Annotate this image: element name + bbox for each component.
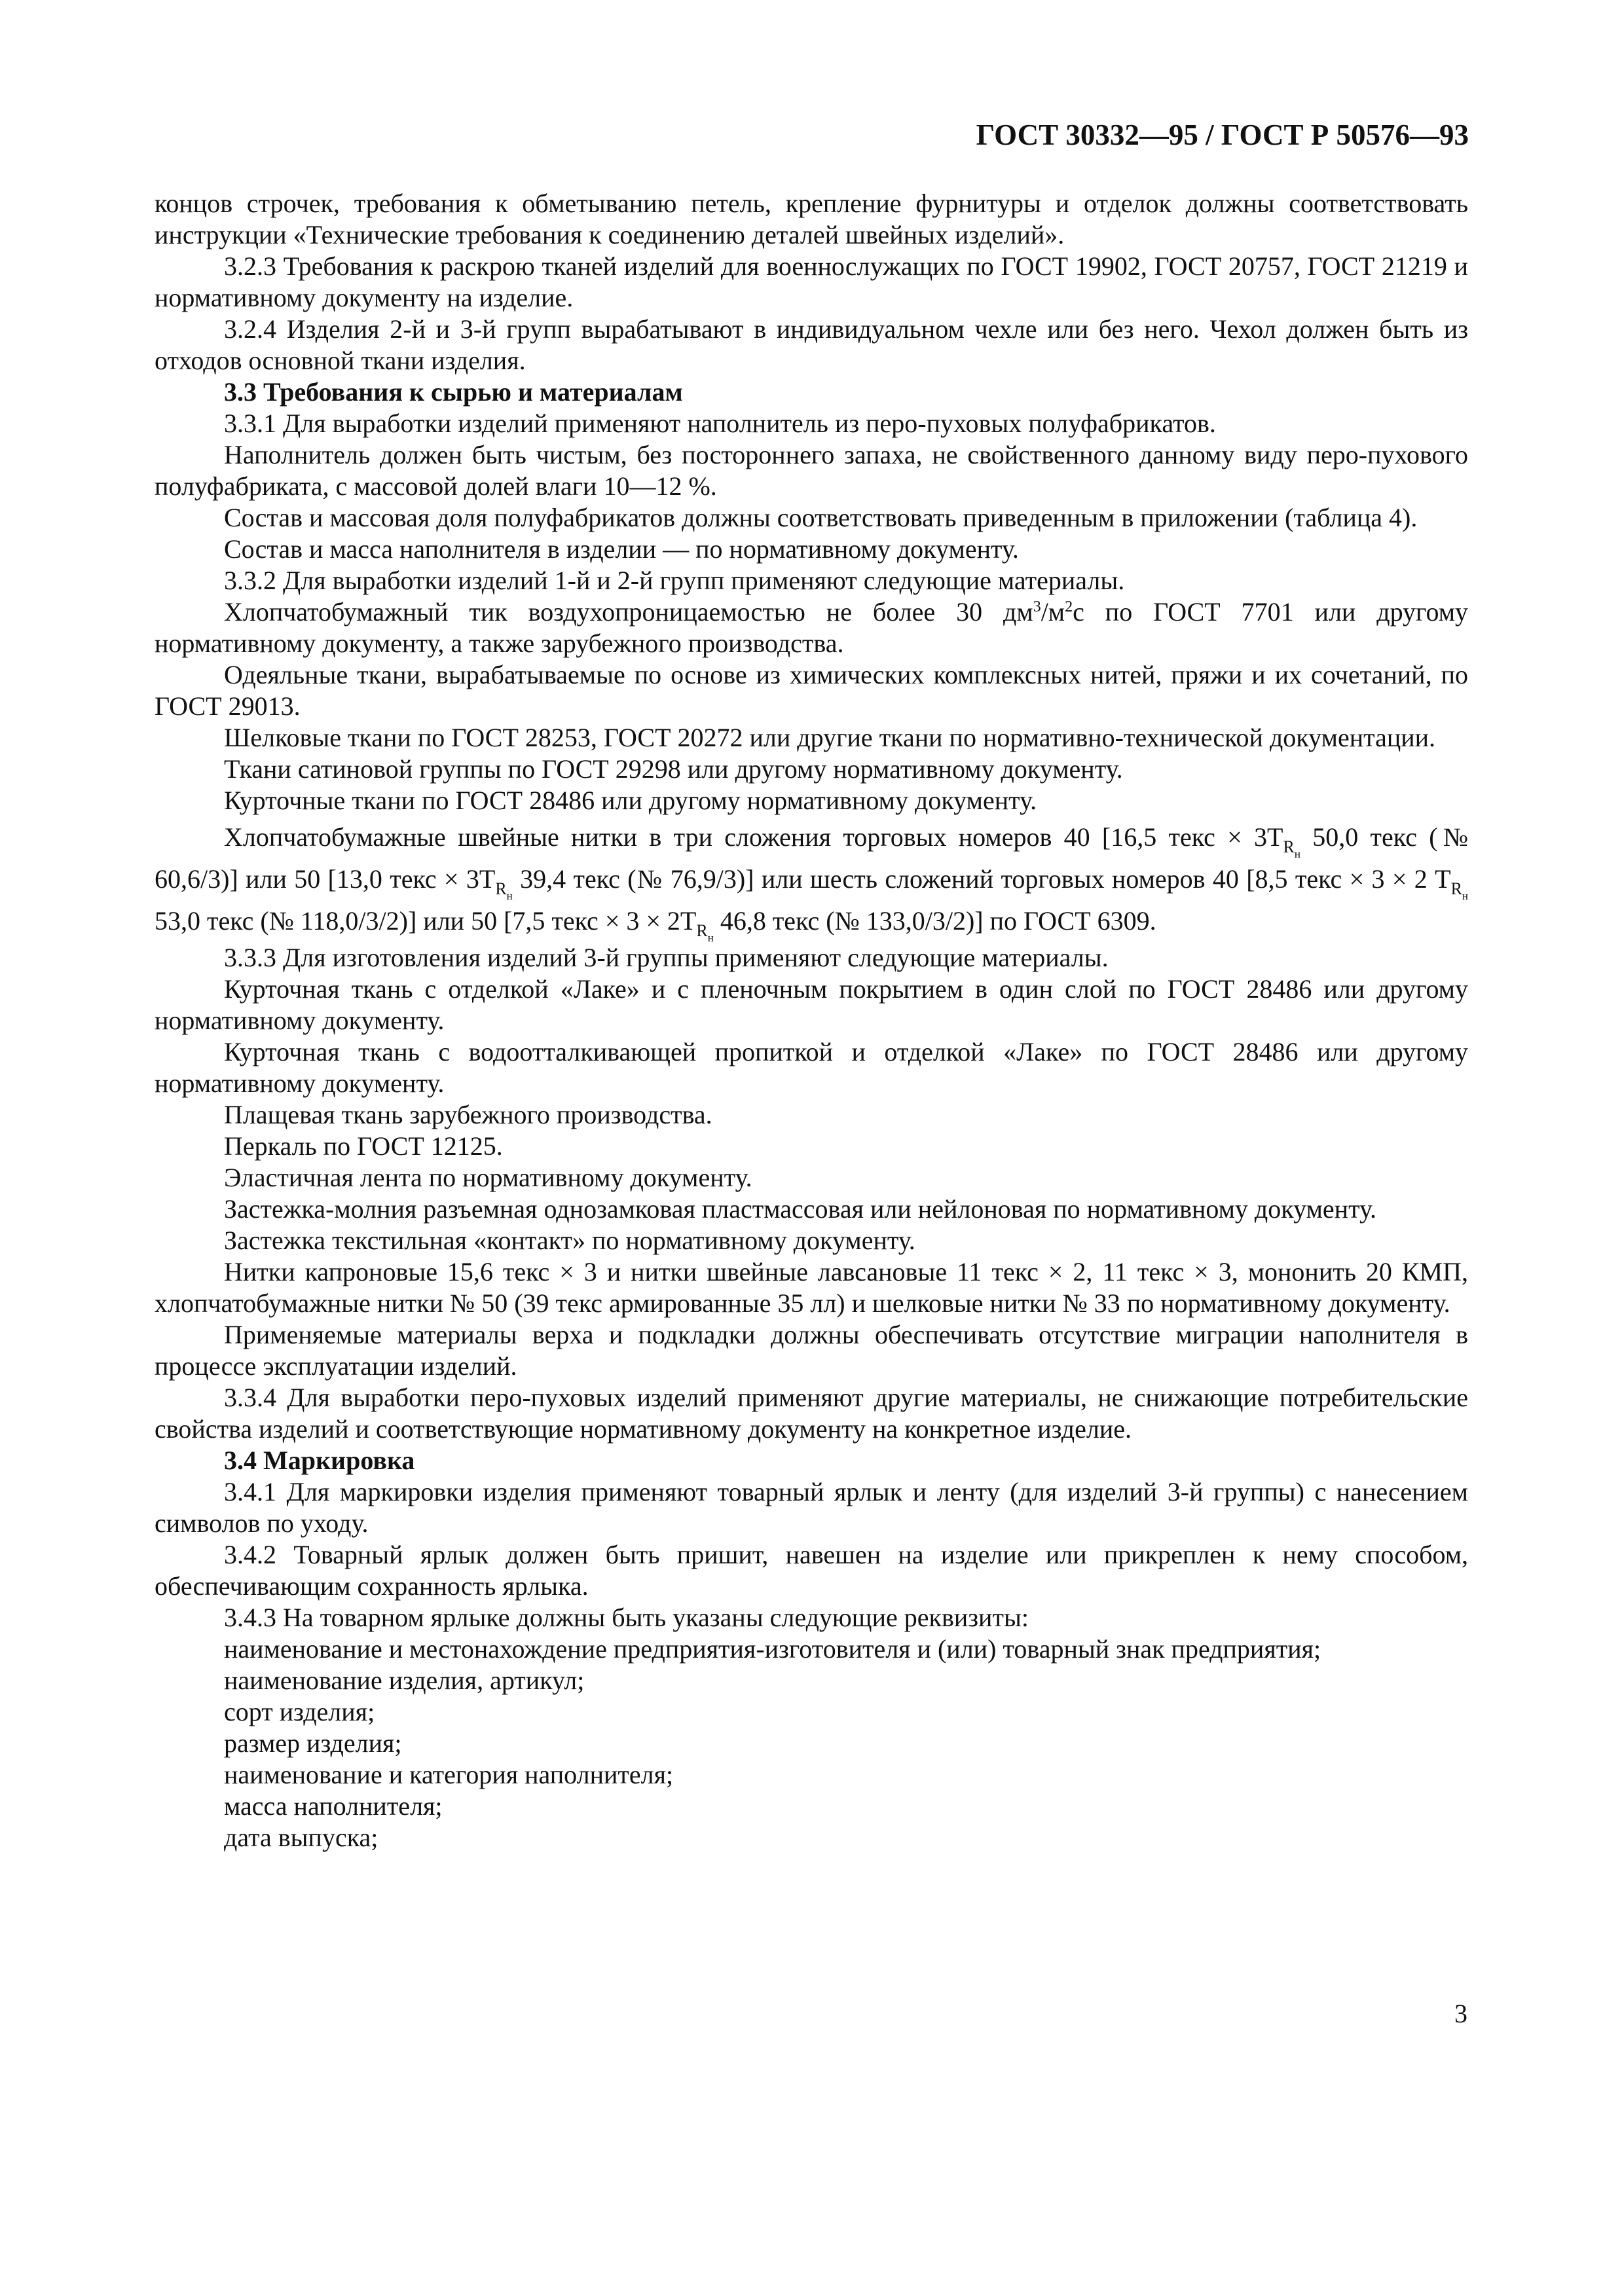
threads-text-a: Хлопчатобумажные швейные нитки в три сложения торговых номеров 40 [16,5 текс × 3Т	[224, 822, 1283, 852]
paragraph-jacket-fabrics: Курточные ткани по ГОСТ 28486 или другому нормативному документу.	[224, 786, 1037, 815]
paragraph-3-3-3: 3.3.3 Для изготовления изделий 3-й группы применяют следующие материалы.	[224, 943, 1109, 972]
document-body	[155, 188, 1468, 1853]
subscript-r-1: Rн	[1283, 837, 1300, 860]
tick-text-b: /м	[1041, 597, 1065, 627]
superscript-3: 3	[1033, 598, 1041, 615]
section-heading-3-4: 3.4 Маркировка	[224, 1446, 415, 1475]
list-item: наименование изделия, артикул;	[224, 1666, 585, 1695]
paragraph-nylon-threads: Нитки капроновые 15,6 текс × 3 и нитки швейные лавсановые 11 текс × 2, 11 текс × 3, мононить 20 КМП, хлопчатобумажные нитки № 50 (39 текс армированные 35 лл) и шелковые нитки № 33 по нормативному документу.	[155, 1257, 1468, 1318]
paragraph-composition: Состав и массовая доля полуфабрикатов должны соответствовать приведенным в приложении (таблица 4).	[224, 503, 1418, 532]
paragraph-raincoat-fabric: Плащевая ткань зарубежного производства.	[224, 1100, 712, 1129]
list-item: наименование и местонахождение предприятия-изготовителя и (или) товарный знак предприятия;	[224, 1634, 1321, 1664]
list-item: наименование и категория наполнителя;	[224, 1760, 674, 1789]
paragraph-blanket-fabrics: Одеяльные ткани, вырабатываемые по основе из химических комплексных нитей, пряжи и их сочетаний, по ГОСТ 29013.	[155, 660, 1468, 721]
paragraph-zipper: Застежка-молния разъемная однозамковая пластмассовая или нейлоновая по нормативному документу.	[224, 1194, 1377, 1224]
list-item: сорт изделия;	[224, 1697, 375, 1726]
paragraph-satin-fabrics: Ткани сатиновой группы по ГОСТ 29298 или другому нормативному документу.	[224, 754, 1123, 784]
subscript-r-2: Rн	[495, 879, 513, 902]
subscript-r-4: Rн	[696, 921, 714, 944]
paragraph-cotton-threads	[155, 816, 1468, 942]
paragraph-tick-fabric	[155, 596, 1468, 659]
superscript-2: 2	[1065, 598, 1073, 615]
threads-text-d: 53,0 текс (№ 118,0/3/2)] или 50 [7,5 текс × 3 × 2Т	[155, 906, 697, 936]
list-item: масса наполнителя;	[224, 1791, 443, 1821]
threads-text-c: 39,4 текс (№ 76,9/3)] или шесть сложений торговых номеров 40 [8,5 текс × 3 × 2 Т	[512, 864, 1451, 894]
list-item: дата выпуска;	[224, 1823, 378, 1852]
paragraph-percale: Перкаль по ГОСТ 12125.	[224, 1131, 503, 1161]
subscript-r-3: Rн	[1450, 879, 1469, 902]
document-header: ГОСТ 30332—95 / ГОСТ Р 50576—93	[976, 118, 1469, 151]
paragraph-3-3-1: 3.3.1 Для выработки изделий применяют наполнитель из перо-пуховых полуфабрикатов.	[224, 409, 1216, 438]
paragraph-elastic-tape: Эластичная лента по нормативному документу.	[224, 1163, 752, 1192]
paragraph-3-4-3: 3.4.3 На товарном ярлыке должны быть указаны следующие реквизиты:	[224, 1603, 1029, 1632]
paragraph-continuation: концов строчек, требования к обметыванию петель, крепление фурнитуры и отделок должны соответствовать инструкции «Технические требования к соединению деталей швейных изделий».	[155, 189, 1468, 249]
threads-text-e: 46,8 текс (№ 133,0/3/2)] по ГОСТ 6309.	[713, 906, 1156, 936]
threads-text-b: 50,0 текс (№ 60,6/3)] или 50 [13,0 текс × 3Т	[155, 822, 1468, 894]
tick-text-c: с по ГОСТ 7701 или другому нормативному документу, а также зарубежного производства.	[155, 597, 1469, 658]
section-heading-3-3: 3.3 Требования к сырью и материалам	[224, 377, 683, 407]
tick-text-a: Хлопчатобумажный тик воздухопроницаемостью не более 30 дм	[224, 597, 1033, 627]
paragraph-filler-cleanliness: Наполнитель должен быть чистым, без постороннего запаха, не свойственного данному виду перо-пухового полуфабриката, с массовой долей влаги 10—12 %.	[155, 440, 1468, 501]
paragraph-filler-mass: Состав и масса наполнителя в изделии — по нормативному документу.	[224, 534, 1019, 564]
page-number: 3	[1454, 1999, 1467, 2028]
paragraph-3-2-3: 3.2.3 Требования к раскрою тканей изделий для военнослужащих по ГОСТ 19902, ГОСТ 20757, ГОСТ 21219 и нормативному документу на изделие.	[155, 251, 1468, 312]
paragraph-3-3-4: 3.3.4 Для выработки перо-пуховых изделий применяют другие материалы, не снижающие потребительские свойства изделий и соответствующие нормативному документу на конкретное изделие.	[155, 1383, 1468, 1444]
paragraph-3-4-2: 3.4.2 Товарный ярлык должен быть пришит, навешен на изделие или прикреплен к нему способом, обеспечивающим сохранность ярлыка.	[155, 1540, 1468, 1601]
paragraph-silk-fabrics: Шелковые ткани по ГОСТ 28253, ГОСТ 20272 или другие ткани по нормативно-технической документации.	[224, 723, 1436, 752]
paragraph-velcro: Застежка текстильная «контакт» по нормативному документу.	[224, 1226, 915, 1255]
paragraph-water-repellent-fabric: Курточная ткань с водоотталкивающей пропиткой и отделкой «Лаке» по ГОСТ 28486 или другому нормативному документу.	[155, 1037, 1468, 1098]
paragraph-3-2-4: 3.2.4 Изделия 2-й и 3-й групп вырабатывают в индивидуальном чехле или без него. Чехол должен быть из отходов основной ткани изделия.	[155, 314, 1468, 375]
paragraph-3-4-1: 3.4.1 Для маркировки изделия применяют товарный ярлык и ленту (для изделий 3-й группы) с нанесением символов по уходу.	[155, 1477, 1468, 1538]
paragraph-lacquer-fabric: Курточная ткань с отделкой «Лаке» и с пленочным покрытием в один слой по ГОСТ 28486 или другому нормативному документу.	[155, 974, 1468, 1035]
paragraph-migration: Применяемые материалы верха и подкладки должны обеспечивать отсутствие миграции наполнителя в процессе эксплуатации изделий.	[155, 1320, 1468, 1381]
list-item: размер изделия;	[224, 1728, 402, 1758]
paragraph-3-3-2: 3.3.2 Для выработки изделий 1-й и 2-й групп применяют следующие материалы.	[224, 566, 1125, 595]
